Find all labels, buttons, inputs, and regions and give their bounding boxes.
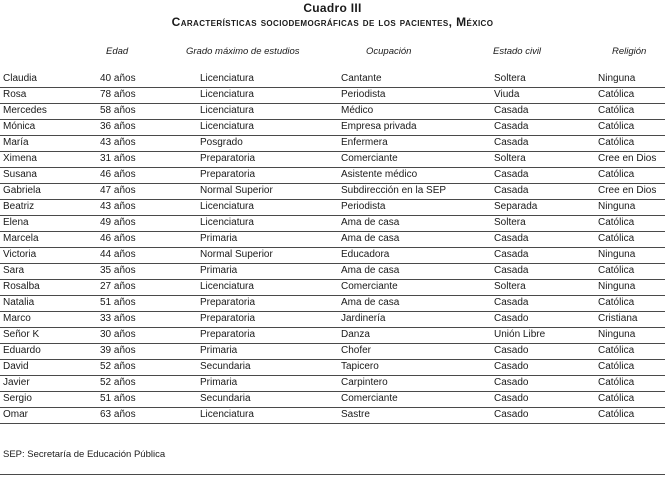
marital-status-cell: Casado xyxy=(494,377,529,388)
education-cell: Licenciatura xyxy=(200,89,254,100)
marital-status-cell: Casada xyxy=(494,265,529,276)
religion-cell: Católica xyxy=(598,265,635,276)
occupation-cell: Empresa privada xyxy=(341,121,417,132)
table-row xyxy=(0,200,665,216)
education-cell: Preparatoria xyxy=(200,153,256,164)
marital-status-cell: Soltera xyxy=(494,153,526,164)
name-cell: David xyxy=(3,361,29,372)
religion-cell: Ninguna xyxy=(598,281,636,292)
name-cell: Marcela xyxy=(3,233,39,244)
header-estudios: Grado máximo de estudios xyxy=(186,46,300,57)
age-cell: 40 años xyxy=(100,73,136,84)
age-cell: 36 años xyxy=(100,121,136,132)
header-ocupacion: Ocupación xyxy=(366,46,412,57)
name-cell: Mónica xyxy=(3,121,36,132)
table-row xyxy=(0,344,665,360)
age-cell: 49 años xyxy=(100,217,136,228)
religion-cell: Católica xyxy=(598,377,635,388)
education-cell: Primaria xyxy=(200,233,238,244)
table-row xyxy=(0,280,665,296)
occupation-cell: Ama de casa xyxy=(341,233,400,244)
marital-status-cell: Separada xyxy=(494,201,538,212)
table-row xyxy=(0,72,665,88)
bottom-rule xyxy=(0,474,665,475)
age-cell: 47 años xyxy=(100,185,136,196)
name-cell: Sara xyxy=(3,265,25,276)
name-cell: Gabriela xyxy=(3,185,41,196)
education-cell: Licenciatura xyxy=(200,409,254,420)
religion-cell: Católica xyxy=(598,297,635,308)
marital-status-cell: Casado xyxy=(494,345,529,356)
table-row xyxy=(0,152,665,168)
education-cell: Primaria xyxy=(200,345,238,356)
occupation-cell: Comerciante xyxy=(341,281,398,292)
name-cell: Susana xyxy=(3,169,37,180)
table-row xyxy=(0,168,665,184)
religion-cell: Ninguna xyxy=(598,329,636,340)
age-cell: 58 años xyxy=(100,105,136,116)
name-cell: Victoria xyxy=(3,249,37,260)
education-cell: Posgrado xyxy=(200,137,243,148)
education-cell: Normal Superior xyxy=(200,185,273,196)
name-cell: Mercedes xyxy=(3,105,47,116)
religion-cell: Católica xyxy=(598,345,635,356)
occupation-cell: Periodista xyxy=(341,201,386,212)
table-row xyxy=(0,392,665,408)
education-cell: Preparatoria xyxy=(200,297,256,308)
table-subtitle: Características sociodemográficas de los pacientes, México xyxy=(171,15,494,29)
marital-status-cell: Casado xyxy=(494,409,529,420)
name-cell: Rosalba xyxy=(3,281,40,292)
age-cell: 52 años xyxy=(100,361,136,372)
education-cell: Primaria xyxy=(200,265,238,276)
occupation-cell: Carpintero xyxy=(341,377,388,388)
religion-cell: Ninguna xyxy=(598,249,636,260)
marital-status-cell: Unión Libre xyxy=(494,329,546,340)
marital-status-cell: Casado xyxy=(494,393,529,404)
table-row xyxy=(0,104,665,120)
occupation-cell: Periodista xyxy=(341,89,386,100)
age-cell: 30 años xyxy=(100,329,136,340)
name-cell: Omar xyxy=(3,409,28,420)
age-cell: 33 años xyxy=(100,313,136,324)
table-row xyxy=(0,232,665,248)
occupation-cell: Chofer xyxy=(341,345,372,356)
name-cell: María xyxy=(3,137,29,148)
marital-status-cell: Casado xyxy=(494,313,529,324)
occupation-cell: Subdirección en la SEP xyxy=(341,185,447,196)
marital-status-cell: Casada xyxy=(494,137,529,148)
name-cell: Eduardo xyxy=(3,345,41,356)
education-cell: Preparatoria xyxy=(200,169,256,180)
education-cell: Licenciatura xyxy=(200,281,254,292)
table-row xyxy=(0,120,665,136)
religion-cell: Cree en Dios xyxy=(598,153,657,164)
religion-cell: Cristiana xyxy=(598,313,638,324)
religion-cell: Ninguna xyxy=(598,73,636,84)
religion-cell: Cree en Dios xyxy=(598,185,657,196)
occupation-cell: Educadora xyxy=(341,249,390,260)
table-row xyxy=(0,216,665,232)
table-row xyxy=(0,328,665,344)
marital-status-cell: Soltera xyxy=(494,73,526,84)
table-row xyxy=(0,88,665,104)
name-cell: Ximena xyxy=(3,153,37,164)
age-cell: 52 años xyxy=(100,377,136,388)
religion-cell: Ninguna xyxy=(598,201,636,212)
religion-cell: Católica xyxy=(598,217,635,228)
name-cell: Beatriz xyxy=(3,201,35,212)
table-row xyxy=(0,136,665,152)
occupation-cell: Ama de casa xyxy=(341,217,400,228)
occupation-cell: Comerciante xyxy=(341,393,398,404)
age-cell: 27 años xyxy=(100,281,136,292)
table-body xyxy=(0,72,665,424)
education-cell: Preparatoria xyxy=(200,329,256,340)
marital-status-cell: Soltera xyxy=(494,281,526,292)
marital-status-cell: Casada xyxy=(494,297,529,308)
age-cell: 44 años xyxy=(100,249,136,260)
age-cell: 78 años xyxy=(100,89,136,100)
occupation-cell: Sastre xyxy=(341,409,370,420)
religion-cell: Católica xyxy=(598,409,635,420)
education-cell: Licenciatura xyxy=(200,121,254,132)
marital-status-cell: Casada xyxy=(494,249,529,260)
marital-status-cell: Casada xyxy=(494,105,529,116)
education-cell: Licenciatura xyxy=(200,73,254,84)
table-row xyxy=(0,264,665,280)
religion-cell: Católica xyxy=(598,89,635,100)
header-estado-civil: Estado civil xyxy=(493,46,542,57)
table-row xyxy=(0,184,665,200)
header-religion: Religión xyxy=(612,46,647,57)
age-cell: 31 años xyxy=(100,153,136,164)
marital-status-cell: Casada xyxy=(494,233,529,244)
religion-cell: Católica xyxy=(598,361,635,372)
name-cell: Señor K xyxy=(3,329,40,340)
marital-status-cell: Casado xyxy=(494,361,529,372)
marital-status-cell: Casada xyxy=(494,169,529,180)
age-cell: 63 años xyxy=(100,409,136,420)
occupation-cell: Enfermera xyxy=(341,137,388,148)
age-cell: 39 años xyxy=(100,345,136,356)
occupation-cell: Médico xyxy=(341,105,374,116)
occupation-cell: Tapicero xyxy=(341,361,379,372)
age-cell: 35 años xyxy=(100,265,136,276)
name-cell: Sergio xyxy=(3,393,32,404)
education-cell: Licenciatura xyxy=(200,217,254,228)
education-cell: Preparatoria xyxy=(200,313,256,324)
occupation-cell: Ama de casa xyxy=(341,265,400,276)
occupation-cell: Asistente médico xyxy=(341,169,418,180)
table-row xyxy=(0,296,665,312)
age-cell: 43 años xyxy=(100,137,136,148)
marital-status-cell: Casada xyxy=(494,185,529,196)
education-cell: Licenciatura xyxy=(200,105,254,116)
religion-cell: Católica xyxy=(598,233,635,244)
education-cell: Licenciatura xyxy=(200,201,254,212)
table-row xyxy=(0,360,665,376)
occupation-cell: Jardinería xyxy=(341,313,386,324)
name-cell: Elena xyxy=(3,217,29,228)
table-title: Cuadro III xyxy=(303,1,362,15)
table-row xyxy=(0,248,665,264)
name-cell: Javier xyxy=(3,377,30,388)
marital-status-cell: Casada xyxy=(494,121,529,132)
age-cell: 46 años xyxy=(100,169,136,180)
occupation-cell: Danza xyxy=(341,329,370,340)
table-footnote: SEP: Secretaría de Educación Pública xyxy=(3,449,166,460)
age-cell: 51 años xyxy=(100,393,136,404)
religion-cell: Católica xyxy=(598,121,635,132)
table-row xyxy=(0,408,665,424)
religion-cell: Católica xyxy=(598,137,635,148)
name-cell: Claudia xyxy=(3,73,37,84)
occupation-cell: Ama de casa xyxy=(341,297,400,308)
marital-status-cell: Viuda xyxy=(494,89,520,100)
religion-cell: Católica xyxy=(598,169,635,180)
name-cell: Natalia xyxy=(3,297,35,308)
education-cell: Secundaria xyxy=(200,361,251,372)
marital-status-cell: Soltera xyxy=(494,217,526,228)
occupation-cell: Comerciante xyxy=(341,153,398,164)
age-cell: 46 años xyxy=(100,233,136,244)
age-cell: 51 años xyxy=(100,297,136,308)
table-row xyxy=(0,312,665,328)
education-cell: Normal Superior xyxy=(200,249,273,260)
age-cell: 43 años xyxy=(100,201,136,212)
education-cell: Secundaria xyxy=(200,393,251,404)
occupation-cell: Cantante xyxy=(341,73,382,84)
header-edad: Edad xyxy=(106,46,129,57)
name-cell: Rosa xyxy=(3,89,27,100)
religion-cell: Católica xyxy=(598,105,635,116)
name-cell: Marco xyxy=(3,313,31,324)
table-row xyxy=(0,376,665,392)
religion-cell: Católica xyxy=(598,393,635,404)
education-cell: Primaria xyxy=(200,377,238,388)
